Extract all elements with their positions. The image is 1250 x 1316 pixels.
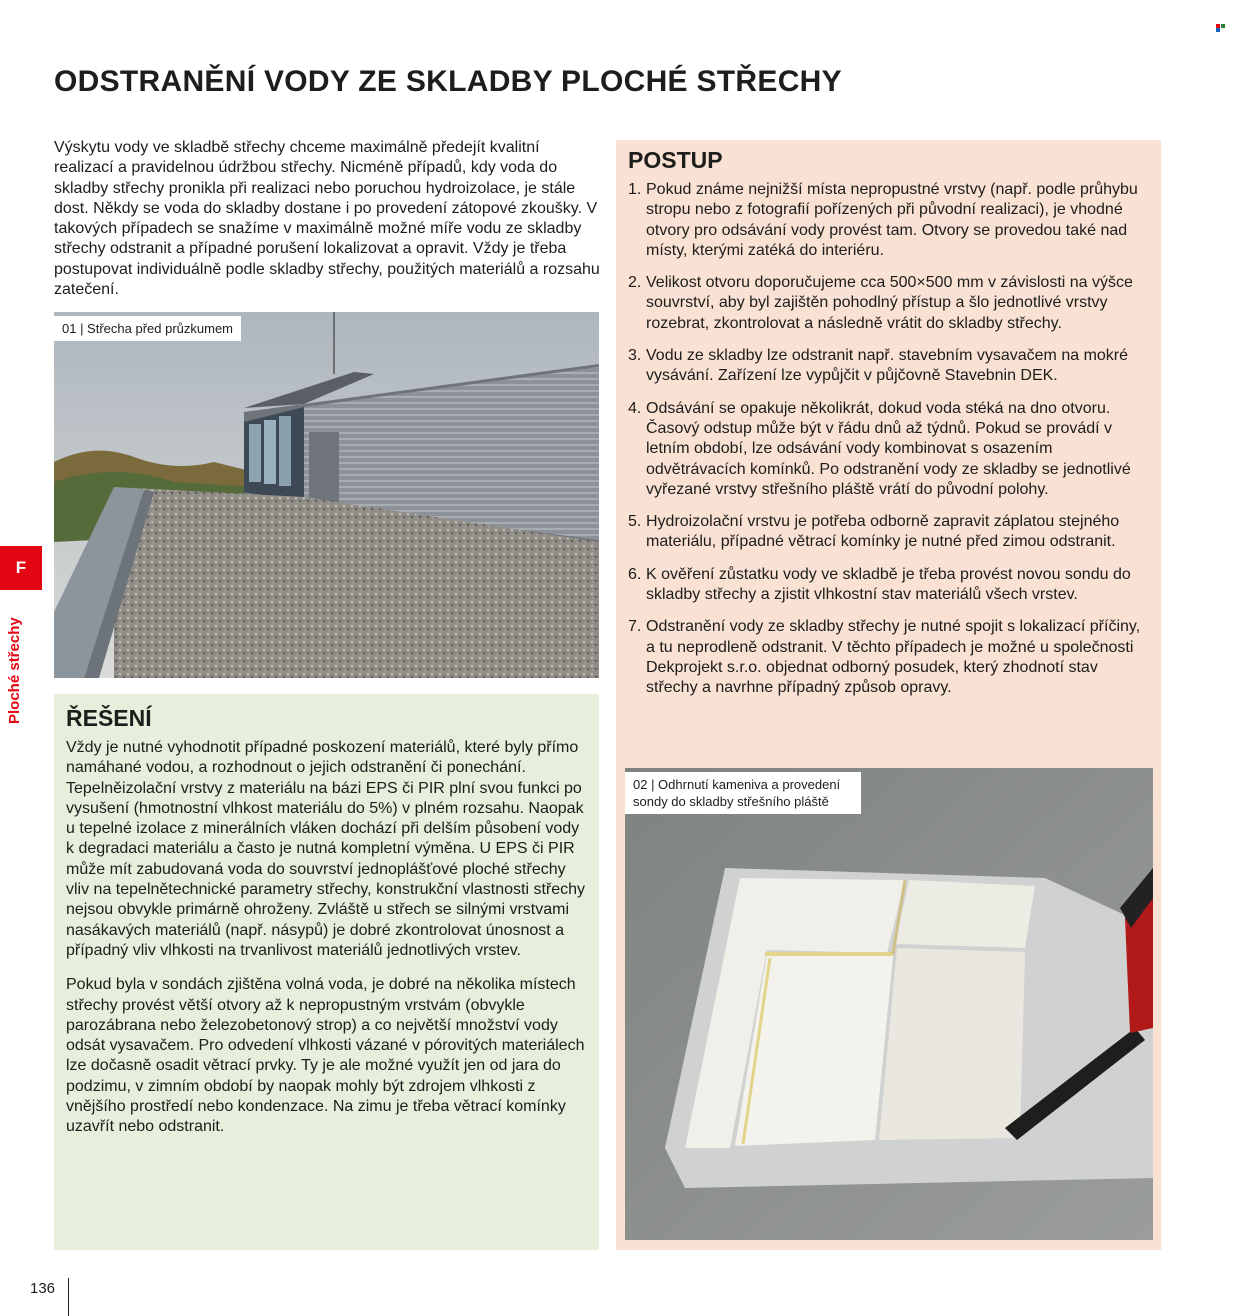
step-number: 4. — [628, 399, 642, 417]
procedure-heading: POSTUP — [628, 147, 723, 173]
step-text: Hydroizolační vrstvu je potřeba odborně zapravit záplatou stejného materiálu, případné větrací komínky je nutné před zimou odstranit. — [646, 513, 1120, 551]
photo2-caption: 02 | Odhrnutí kameniva a provedení sondy do skladby střešního pláště — [625, 772, 861, 814]
procedure-step — [628, 399, 1149, 500]
roof-illustration — [54, 312, 599, 678]
intro-text: Výskytu vody ve skladbě střechy chceme maximálně předejít kvalitní realizací a pravidelnou údržbou střechy. Nicméně případů, kdy voda do skladby střechy pronikla při realizaci nebo poruchou hydroizolace, je stále dost. Někdy se voda do skladby dostane i po provedení zátopové zkoušky. V takových případech se snažíme v maximálně možné míře vodu ze skladby střechy odstranit a případné porušení lokalizovat a opravit. Vždy je třeba postupovat individuálně podle skladby střechy, použitých materiálů a rozsahu zatečení. — [54, 139, 600, 299]
photo1-caption: 01 | Střecha před průzkumem — [54, 316, 241, 341]
probe-illustration — [625, 768, 1153, 1240]
step-number: 7. — [628, 618, 642, 636]
step-text: Velikost otvoru doporučujeme cca 500×500 mm v závislosti na výšce souvrství, aby byl zajištěn pohodlný přístup a šlo jednotlivé vrstvy rozebrat, zkontrolovat a následně vrátit do skladby střechy. — [646, 274, 1133, 332]
page-title: ODSTRANĚNÍ VODY ZE SKLADBY PLOCHÉ STŘECHY — [54, 65, 842, 98]
procedure-step — [628, 617, 1149, 698]
step-number: 1. — [628, 181, 642, 198]
procedure-step — [628, 565, 1149, 606]
step-text: Pokud známe nejnižší místa nepropustné vrstvy (např. podle průhybu stropu nebo z fotografií pořízených při původní realizaci), je vhodné otvory pro odsávání vody provést tam. Otvory se provedou také nad místy, kterými zatéká do interiéru. — [646, 181, 1138, 259]
procedure-step — [628, 273, 1149, 334]
step-number: 2. — [628, 274, 642, 292]
page-number: 136 — [30, 1280, 56, 1297]
solution-panel — [54, 694, 599, 1250]
probe-photo — [625, 768, 1153, 1240]
step-text: Vodu ze skladby lze odstranit např. stavebním vysavačem na mokré vysávání. Zařízení lze vypůjčit v půjčovně Stavebnin DEK. — [646, 347, 1129, 385]
procedure-step — [628, 180, 1149, 261]
printer-mark-icon — [1216, 24, 1226, 32]
procedure-step — [628, 512, 1149, 553]
solution-paragraph: Vždy je nutné vyhodnotit případné poskození materiálů, které byly přímo namáhané vodou, a rozhodnout o jejich odstranění či ponechání. Tepelněizolační vrstvy z materiálu na bázi EPS či PIR plní svou funkci po vysušení (hmotnostní vlhkost materiálu do 5%) v plném rozsahu. Naopak u tepelné izolace z minerálních vláken dochází při delším působení vody k degradaci materiálu a často je nutná kompletní výměna. U EPS či PIR může mít zabudovaná voda do souvrství jednoplášťové ploché střechy vliv na tepelnětechnické parametry střechy, konstrukční vlastnosti střechy nejsou obvykle primárně ohroženy. Zvláště u střech se silnými vrstvami nasákavých materiálů (např. násypů) je dobré zkontrolovat únosnost a případný vliv vlhkosti na trvanlivost materiálů jednotlivých vrstev. — [66, 739, 586, 959]
step-text: Odsávání se opakuje několikrát, dokud voda stéká na dno otvoru. Časový odstup může být v řádu dnů až týdnů. Pokud se provádí v letním období, lze odsávání vody kombinovat s osazením odvětrávacích komínků. Po odstranění vody ze skladby se jednotlivé vyřezané vrstvy střešního pláště vrátí do původní polohy. — [646, 399, 1131, 498]
procedure-steps — [628, 180, 1149, 699]
solution-heading: ŘEŠENÍ — [66, 705, 152, 731]
roof-photo — [54, 312, 599, 678]
procedure-step — [628, 346, 1149, 387]
page-divider — [68, 1278, 69, 1316]
solution-paragraph: Pokud byla v sondách zjištěna volná voda, je dobré na několika místech střechy provést větší otvory až k nepropustným vrstvám (obvykle parozábrana nebo železobetonový strop) a co největší množství vody odsát vysavačem. Pro odvedení vlhkosti vázané v pórovitých materiálech lze dočasně osadit větrací prvky. Ty je ale možné využít jen od jara do podzimu, v zimním období by naopak mohly být zdrojem vlhkosti z vnějšího prostředí nebo kondenzace. Na zimu je třeba větrací komínky uzavřít nebo odstranit. — [66, 976, 585, 1136]
chapter-label: Ploché střechy — [6, 617, 23, 724]
step-number: 6. — [628, 565, 642, 583]
step-text: K ověření zůstatku vody ve skladbě je třeba provést novou sondu do skladby střechy a zjistit vlhkostní stav materiálů všech vrstev. — [646, 565, 1131, 604]
step-number: 5. — [628, 513, 642, 531]
step-number: 3. — [628, 347, 642, 365]
chapter-tab: F — [0, 546, 42, 590]
step-text: Odstranění vody ze skladby střechy je nutné spojit s lokalizací příčiny, a tu neprodleně odstranit. V těchto případech je možné u společnosti Dekprojekt s.r.o. objednat odborný posudek, který zhodnotí stav střechy a navrhne případný způsob opravy. — [646, 618, 1141, 697]
